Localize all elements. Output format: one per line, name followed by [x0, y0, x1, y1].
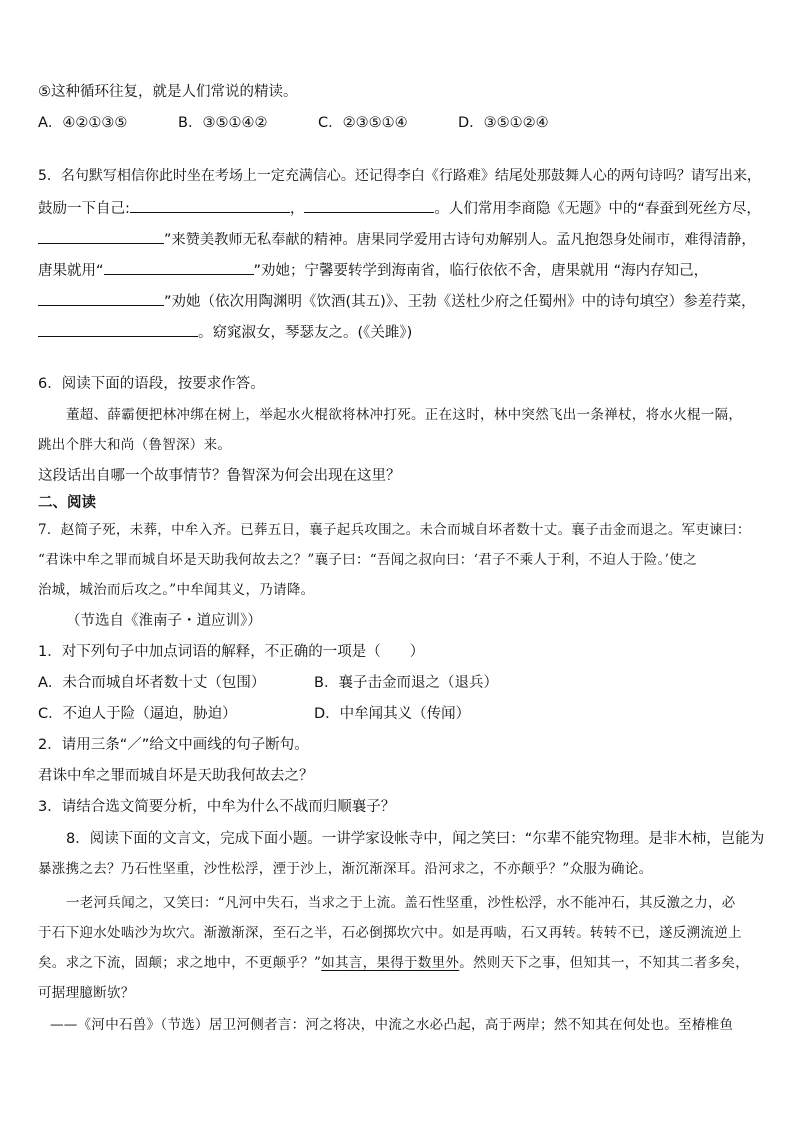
- q8-text: 矣。求之下流，固颠；求之地中，不更颠乎？”: [38, 955, 322, 971]
- q4-option-a[interactable]: A．④②①③⑤: [38, 115, 128, 131]
- q8-underlined-sentence: 如其言，果得于数里外: [321, 955, 460, 971]
- q5-line3: [38, 228, 758, 250]
- answer-blank[interactable]: [38, 228, 164, 244]
- q7-option-c[interactable]: C．不迫人于险（逼迫，胁迫）: [38, 706, 237, 722]
- q7-sub2: 2．请用三条“／”给文中画线的句子断句。: [38, 737, 309, 753]
- q4-options: [38, 113, 758, 133]
- q4-option-b[interactable]: B．③⑤①④②: [178, 115, 268, 131]
- q7-options-row2: [38, 704, 758, 724]
- answer-blank[interactable]: [38, 321, 198, 337]
- q4-tail: ⑤这种循环往复，就是人们常说的精读。: [38, 84, 298, 100]
- q4-option-d[interactable]: D．③⑤①②④: [458, 115, 549, 131]
- q5-line2: [38, 197, 761, 219]
- q5-line5: [38, 290, 758, 312]
- q7-passage-line: 7．赵简子死，未葬，中牟入齐。已葬五日，襄子起兵攻围之。未合而城自坏者数十丈。襄子击金而退之。军吏谏曰：: [38, 522, 751, 538]
- q5-text: 。窈窕淑女，琴瑟友之。(《关雎》): [198, 325, 413, 341]
- q4-option-c[interactable]: C．②③⑤①④: [318, 115, 408, 131]
- q8-intro: 8．阅读下面的文言文，完成下面小题。一讲学家设帐寺中，闻之笑曰：“尔辈不能究物理。是非木柿，岂能为: [66, 831, 765, 847]
- q5-text: ”劝她；宁馨要转学到海南省，临行依依不舍，唐果就用 “海内存知己，: [253, 263, 709, 279]
- q8-passage-line: ——《河中石兽》（节选）居卫河侧者言：河之将决，中流之水必凸起，高于两岸；然不知其在何处也。至椿椎鱼: [50, 1017, 734, 1033]
- q6-passage-line: 跳出个胖大和尚（鲁智深）来。: [38, 437, 232, 453]
- q5-text: 鼓励一下自己:: [38, 201, 130, 217]
- q5-text: 唐果就用“: [38, 263, 104, 279]
- q5-text: ，: [289, 201, 305, 217]
- q6-passage-line: 董超、薛霸便把林冲绑在树上，举起水火棍欲将林冲打死。正在这时，林中突然飞出一条禅杖，将水火棍一隔，: [66, 407, 743, 423]
- q5-text: ”来赞美教师无私奉献的精神。唐果同学爱用古诗句劝解别人。孟凡抱怨身处闹市，难得清静，: [164, 232, 756, 248]
- q5-line4: [38, 259, 758, 281]
- answer-blank[interactable]: [304, 197, 434, 213]
- answer-blank[interactable]: [38, 290, 164, 306]
- section-heading: 二、阅读: [38, 495, 96, 511]
- q5-text: 。人们常用李商隐《无题》中的“春蚕到死丝方尽，: [434, 201, 761, 217]
- q5-text: ”劝她（依次用陶渊明《饮酒(其五)》、王勃《送杜少府之任蜀州》中的诗句填空）参差荇菜，: [164, 294, 756, 310]
- q7-sub2-sentence: 君诛中牟之罪而城自坏是天助我何故去之？: [38, 768, 314, 784]
- q5-line6: [38, 321, 758, 343]
- q8-text: 。然则天下之事，但知其一，不知其二者多矣，: [459, 955, 750, 971]
- q8-passage-line: 于石下迎水处啮沙为坎穴。渐激渐深，至石之半，石必倒掷坎穴中。如是再啮，石又再转。转转不已，遂反溯流逆上: [38, 925, 742, 941]
- q7-option-d[interactable]: D．中牟闻其义（传闻）: [314, 706, 471, 722]
- q7-source: （节选自《淮南子・道应训》）: [66, 613, 262, 629]
- q8-passage-line: 一老河兵闻之，又笑曰：“凡河中失石，当求之于上流。盖石性坚重，沙性松浮，水不能冲石，其反激之力，必: [66, 895, 736, 911]
- q7-option-a[interactable]: A．未合而城自坏者数十丈（包围）: [38, 675, 266, 691]
- q8-passage-line: [38, 953, 758, 973]
- answer-blank[interactable]: [130, 197, 290, 213]
- q7-option-b[interactable]: B．襄子击金而退之（退兵）: [314, 675, 498, 691]
- answer-blank[interactable]: [104, 259, 254, 275]
- q7-options-row1: [38, 673, 758, 693]
- q7-passage-line: 治城，城治而后攻之。”中牟闻其义，乃请降。: [38, 582, 315, 598]
- q6-title: 6．阅读下面的语段，按要求作答。: [38, 376, 265, 392]
- q5-line1: 5．名句默写相信你此时坐在考场上一定充满信心。还记得李白《行路难》结尾处那鼓舞人心的两句诗吗？请写出来，: [38, 168, 761, 184]
- q7-sub3: 3．请结合选文简要分析，中牟为什么不战而归顺襄子？: [38, 799, 396, 815]
- q7-passage-line: “君诛中牟之罪而城自坏是天助我何故去之？”襄子曰：“吾闻之叔向曰：‘君子不乘人于利，不迫人于险。’使之: [38, 552, 697, 568]
- q8-passage-line: 暴涨携之去？乃石性坚重，沙性松浮，湮于沙上，渐沉渐深耳。沿河求之，不亦颠乎？”众服为确论。: [38, 861, 653, 877]
- q8-passage-line: 可据理臆断欤？: [38, 985, 135, 1001]
- q7-sub1: 1．对下列句子中加点词语的解释，不正确的一项是（ ）: [38, 644, 425, 660]
- q6-question: 这段话出自哪一个故事情节？鲁智深为何会出现在这里？: [38, 468, 401, 484]
